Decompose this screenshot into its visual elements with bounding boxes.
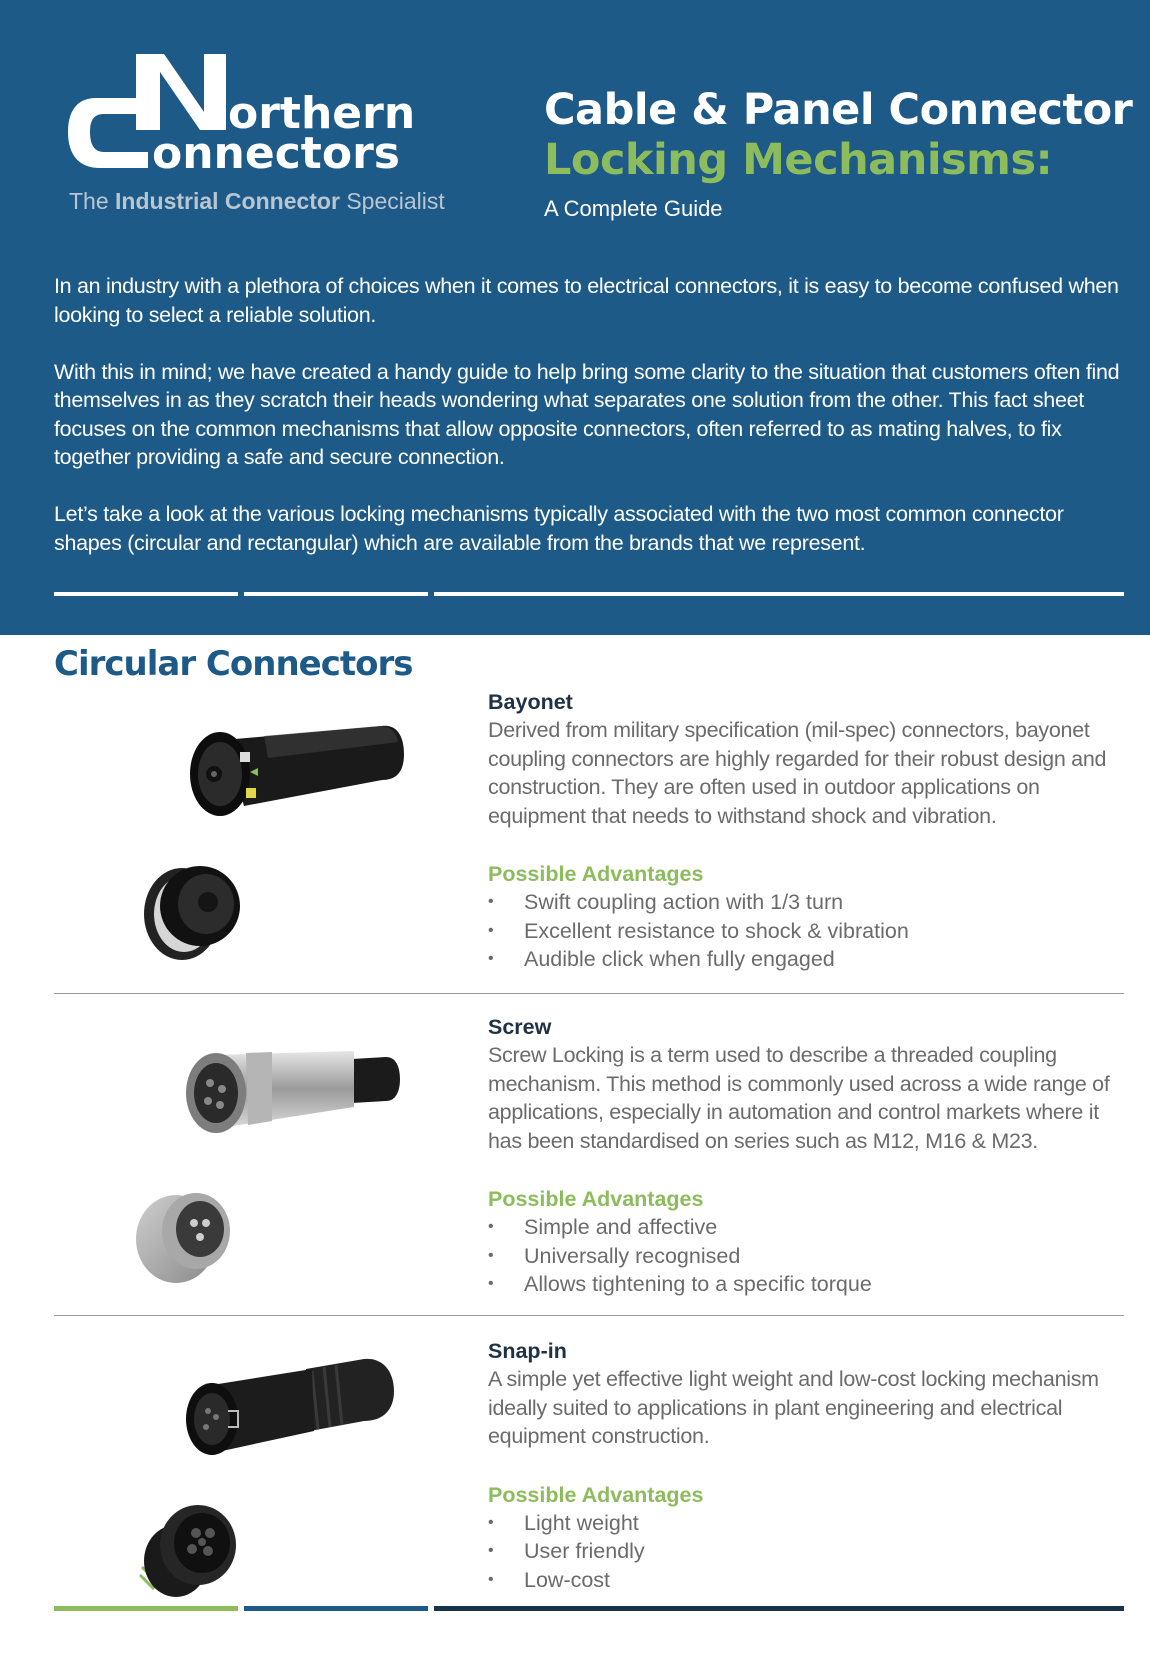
list-item: • Swift coupling action with 1/3 turn [488, 888, 1128, 917]
snap-in-cable-connector-image [182, 1351, 394, 1459]
logo-letter-c [68, 98, 148, 168]
screw-heading: Screw [488, 1015, 552, 1039]
section-title: Circular Connectors [54, 644, 413, 684]
tagline-suffix: Specialist [339, 188, 445, 214]
intro-text [54, 272, 1124, 586]
list-item: • Audible click when fully engaged [488, 945, 1128, 974]
bayonet-description: Derived from military specification (mil-spec) connectors, bayonet coupling connectors are highly regarded for their robust design and construction. They are often used in outdoor applications on equipment that needs to withstand shock and vibration. [488, 718, 1107, 828]
list-item: • Universally recognised [488, 1242, 1128, 1271]
snap-in-advantages-list [488, 1509, 1128, 1595]
list-item: • Light weight [488, 1509, 1128, 1538]
snap-in-description: A simple yet effective light weight and low-cost locking mechanism ideally suited to applications in plant engineering and electrical equipment construction. [488, 1367, 1099, 1448]
snap-in-heading: Snap-in [488, 1339, 567, 1363]
bayonet-panel-connector-image [140, 858, 250, 962]
header-rule-3 [434, 592, 1124, 596]
screw-advantages-list [488, 1213, 1128, 1299]
screw-advantages-heading: Possible Advantages [488, 1187, 704, 1211]
screw-description: Screw Locking is a term used to describe a threaded coupling mechanism. This method is commonly used across a wide range of applications, especially in automation and control markets where it has been standardised on series such as M12, M16 & M23. [488, 1043, 1110, 1153]
company-logo[interactable] [66, 52, 466, 222]
snap-in-advantages-heading: Possible Advantages [488, 1482, 704, 1507]
snap-in-panel-connector-image [136, 1497, 256, 1601]
screw-cable-connector-image [176, 1041, 400, 1141]
bayonet-text [488, 688, 1128, 974]
list-item: • Simple and affective [488, 1213, 1128, 1242]
footer-rule-green [54, 1606, 238, 1611]
section-divider-2 [54, 1315, 1124, 1316]
list-item: • Excellent resistance to shock & vibration [488, 917, 1128, 946]
screw-text [488, 1013, 1128, 1299]
tagline-bold: Industrial Connector [115, 188, 340, 214]
header-rule-1 [54, 592, 238, 596]
document-title-block [544, 84, 1134, 222]
bayonet-cable-connector-image [184, 718, 406, 818]
footer-rule-blue [244, 1606, 428, 1611]
list-item: • Allows tightening to a specific torque [488, 1270, 1128, 1299]
bayonet-advantages-list [488, 888, 1128, 974]
snap-in-text [488, 1337, 1128, 1594]
list-item: • Low-cost [488, 1566, 1128, 1595]
header-rule-2 [244, 592, 428, 596]
header-banner [0, 0, 1150, 635]
screw-panel-connector-image [130, 1183, 242, 1287]
logo-word-top: orthern [228, 88, 416, 139]
logo-tagline [69, 188, 445, 215]
list-item: • User friendly [488, 1537, 1128, 1566]
section-divider-1 [54, 993, 1124, 994]
footer-rule-navy [434, 1606, 1124, 1611]
document-subtitle: A Complete Guide [544, 196, 723, 221]
document-title-line1: Cable & Panel Connector [544, 85, 1133, 135]
intro-paragraph-3: Let’s take a look at the various locking mechanisms typically associated with the two most common connector shapes (circular and rectangular) which are available from the brands that we represent. [54, 502, 1064, 555]
logo-word-bottom: onnectors [152, 128, 400, 179]
bayonet-heading: Bayonet [488, 690, 573, 714]
intro-paragraph-2: With this in mind; we have created a handy guide to help bring some clarity to the situation that customers often find themselves in as they scratch their heads wondering what separates one solution from the other. This fact sheet focuses on the common mechanisms that allow opposite connectors, often referred to as mating halves, to fix together providing a safe and secure connection. [54, 359, 1120, 469]
document-title-line2: Locking Mechanisms: [544, 135, 1053, 185]
tagline-prefix: The [69, 188, 116, 214]
logo-letter-n [136, 54, 226, 130]
logo-mark [66, 52, 466, 182]
bayonet-advantages-heading: Possible Advantages [488, 862, 704, 886]
intro-paragraph-1: In an industry with a plethora of choices when it comes to electrical connectors, it is easy to become confused when looking to select a reliable solution. [54, 274, 1119, 327]
